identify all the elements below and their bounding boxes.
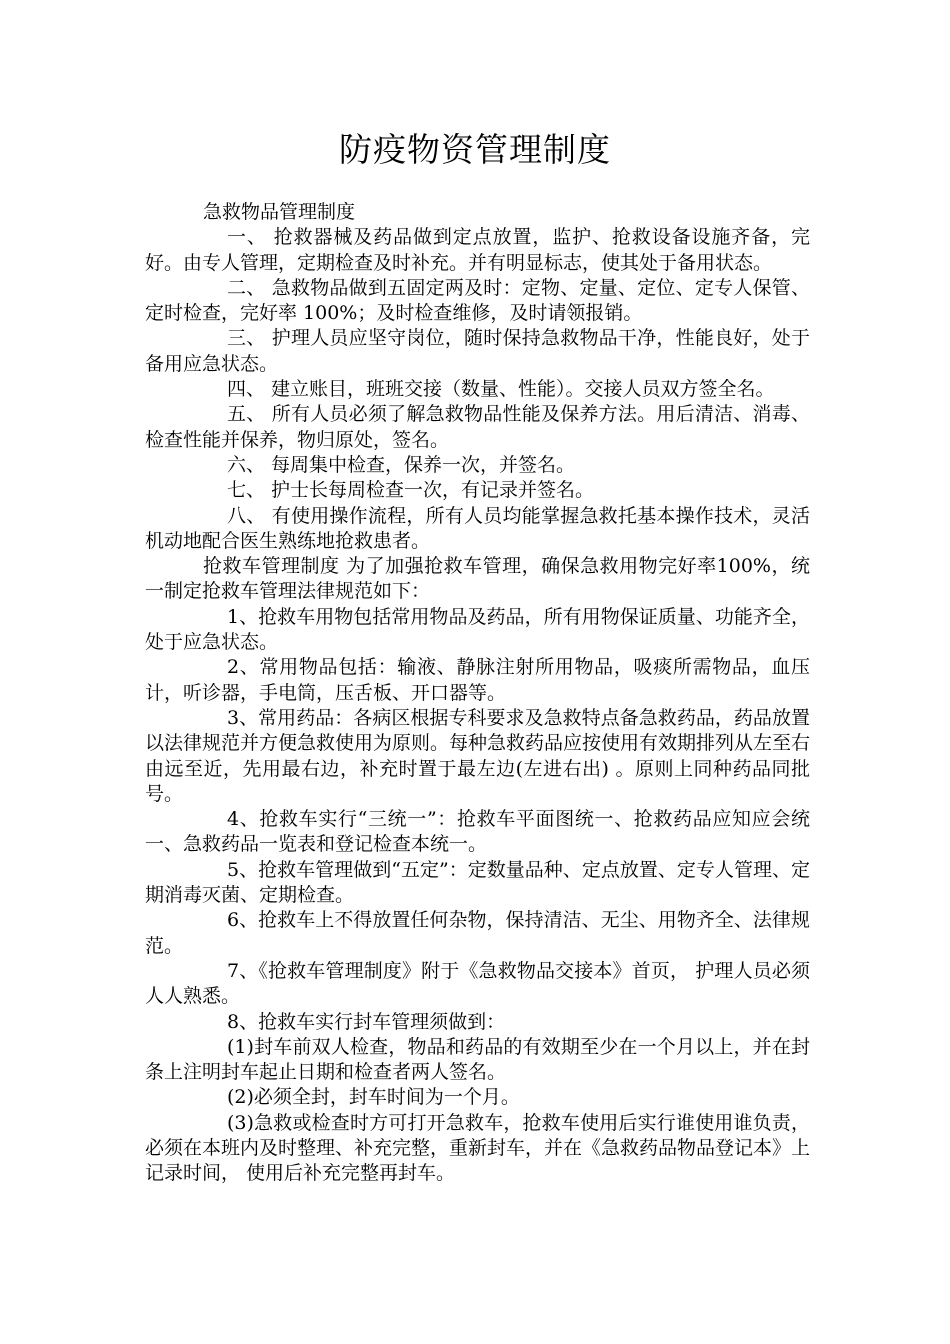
- paragraph: 三、 护理人员应坚守岗位，随时保持急救物品干净，性能良好，处于备用应急状态。: [145, 327, 810, 375]
- paragraph: 八、 有使用操作流程，所有人员均能掌握急救托基本操作技术，灵活机动地配合医生熟练地抢救患者。: [145, 504, 810, 552]
- paragraph: 8、抢救车实行封车管理须做到：: [227, 1010, 506, 1033]
- paragraph: 6、抢救车上不得放置任何杂物，保持清洁、无尘、用物齐全、法律规范。: [145, 909, 810, 957]
- paragraph: 一、 抢救器械及药品做到定点放置，监护、抢救设备设施齐备，完好。由专人管理，定期检查及时补充。并有明显标志，使其处于备用状态。: [145, 226, 810, 274]
- paragraph: 急救物品管理制度: [203, 201, 356, 223]
- paragraph: 抢救车管理制度 为了加强抢救车管理，确保急救用物完好率100%，统一制定抢救车管理法律规范如下：: [145, 555, 810, 603]
- paragraph: 5、抢救车管理做到“五定”：定数量品种、定点放置、定专人管理、定期消毒灭菌、定期检查。: [145, 858, 810, 907]
- paragraph: (2)必须全封，封车时间为一个月。: [227, 1086, 520, 1109]
- paragraph: 7、《抢救车管理制度》附于《急救物品交接本》首页， 护理人员必须人人熟悉。: [145, 959, 810, 1008]
- paragraph: 3、常用药品：各病区根据专科要求及急救特点备急救药品，药品放置以法律规范并方便急救使用为原则。每种急救药品应按使用有效期排列从左至右由远至近，先用最右边，补充时置于最左边(左进右出) 。原则上同种药品同批号。: [145, 706, 811, 805]
- paragraph: 四、 建立账目，班班交接（数量、性能）。交接人员双方签全名。: [227, 378, 775, 401]
- paragraph: 六、 每周集中检查，保养一次，并签名。: [227, 453, 576, 476]
- document-title: 防疫物资管理制度: [339, 130, 611, 169]
- paragraph: (3)急救或检查时方可打开急救车，抢救车使用后实行谁使用谁负责，必须在本班内及时整理、补充完整，重新封车，并在《急救药品物品登记本》上记录时间， 使用后补充完整再封车。: [145, 1111, 811, 1185]
- paragraph: 2、常用物品包括：输液、静脉注射所用物品，吸痰所需物品，血压计，听诊器，手电筒，压舌板、开口器等。: [145, 656, 810, 704]
- paragraph: (1)封车前双人检查，物品和药品的有效期至少在一个月以上，并在封条上注明封车起止日期和检查者两人签名。: [145, 1035, 810, 1084]
- paragraph: 1、抢救车用物包括常用物品及药品，所有用物保证质量、功能齐全，处于应急状态。: [145, 605, 810, 654]
- paragraph: 二、 急救物品做到五固定两及时：定物、定量、定位、定专人保管、定时检查，完好率 100%；及时检查维修，及时请领报销。: [145, 276, 810, 325]
- paragraph: 五、 所有人员必须了解急救物品性能及保养方法。用后清洁、消毒、检查性能并保养，物归原处，签名。: [145, 403, 810, 451]
- paragraph: 4、抢救车实行“三统一”：抢救车平面图统一、抢救药品应知应会统一、急救药品一览表和登记检查本统一。: [145, 808, 810, 856]
- paragraph: 七、 护士长每周检查一次，有记录并签名。: [227, 479, 595, 502]
- document-body: [145, 200, 810, 1187]
